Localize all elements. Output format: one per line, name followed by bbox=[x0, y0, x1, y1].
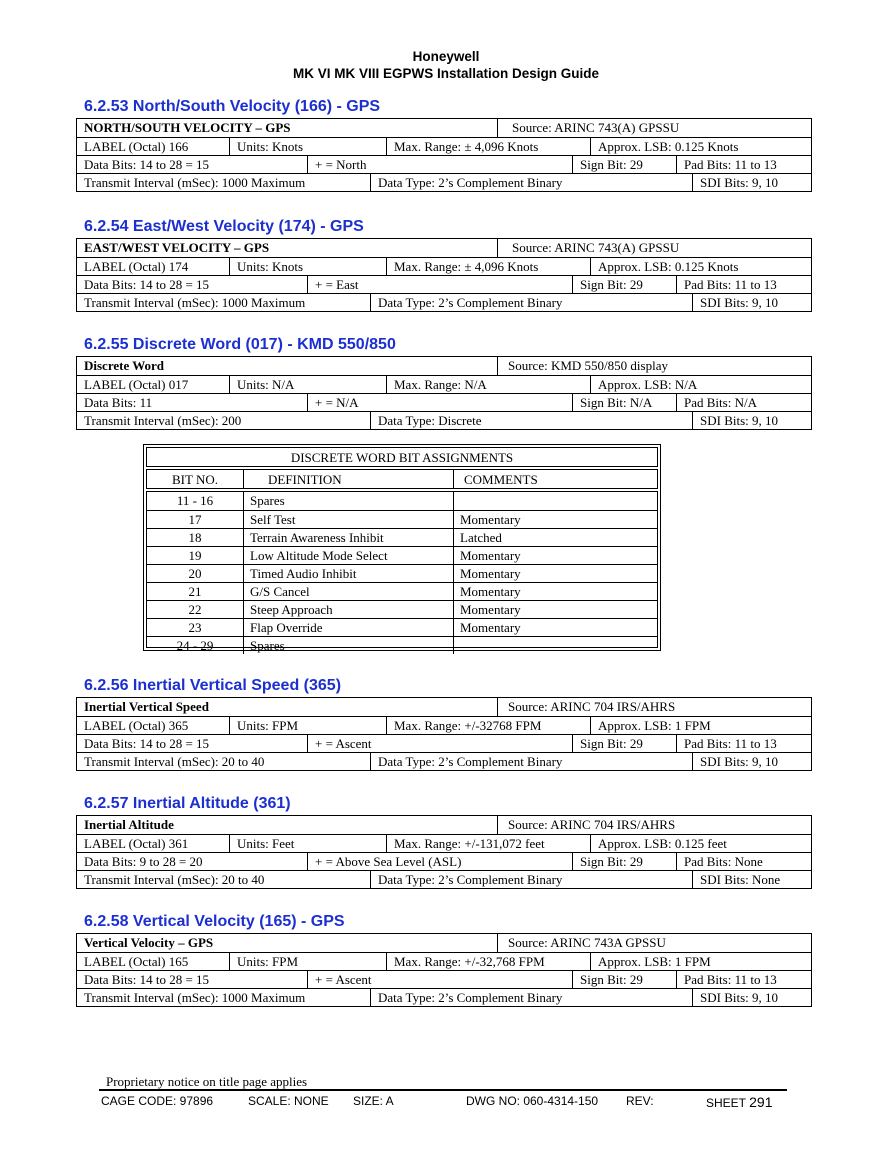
discrete-word-bit-assignments-table bbox=[143, 444, 661, 651]
section-title-discrete-word: 6.2.55 Discrete Word (017) - KMD 550/850 bbox=[84, 336, 396, 353]
bit-comment: Latched bbox=[453, 529, 657, 546]
record-transmit-interval: Transmit Interval (mSec): 1000 Maximum bbox=[84, 175, 306, 190]
header-document-title: MK VI MK VIII EGPWS Installation Design Guide bbox=[292, 66, 600, 81]
record-row-bits bbox=[77, 970, 811, 988]
section-title-vertical-velocity: 6.2.58 Vertical Velocity (165) - GPS bbox=[84, 913, 345, 930]
bit-number: 19 bbox=[188, 548, 202, 563]
record-label: LABEL (Octal) 166 bbox=[84, 139, 189, 154]
record-label: LABEL (Octal) 165 bbox=[84, 954, 189, 969]
record-row-label bbox=[77, 257, 811, 275]
record-table-ew-velocity bbox=[76, 238, 812, 312]
record-row-transmit bbox=[77, 870, 811, 888]
record-units: Units: FPM bbox=[229, 953, 386, 970]
record-data-bits: Data Bits: 9 to 28 = 20 bbox=[84, 854, 203, 869]
comments-header: COMMENTS bbox=[453, 470, 657, 488]
scale: SCALE: NONE bbox=[248, 1094, 329, 1108]
record-transmit-interval: Transmit Interval (mSec): 1000 Maximum bbox=[84, 990, 306, 1005]
record-sdi-bits: SDI Bits: 9, 10 bbox=[692, 174, 811, 191]
record-units: Units: N/A bbox=[229, 376, 386, 393]
record-pad-bits: Pad Bits: N/A bbox=[676, 394, 811, 411]
record-sdi-bits: SDI Bits: 9, 10 bbox=[692, 989, 811, 1006]
record-row-transmit bbox=[77, 173, 811, 191]
bit-number: 21 bbox=[188, 584, 202, 599]
section-title-inertial-altitude: 6.2.57 Inertial Altitude (361) bbox=[84, 795, 291, 812]
record-max-range: Max. Range: +/-131,072 feet bbox=[386, 835, 590, 852]
record-source: Source: ARINC 743A GPSSU bbox=[497, 934, 811, 952]
bit-number: 17 bbox=[188, 512, 202, 527]
record-data-bits: Data Bits: 11 bbox=[84, 395, 153, 410]
record-row-label bbox=[77, 137, 811, 155]
record-plus-direction: + = Above Sea Level (ASL) bbox=[307, 853, 572, 870]
record-transmit-interval: Transmit Interval (mSec): 20 to 40 bbox=[84, 754, 265, 769]
record-max-range: Max. Range: ± 4,096 Knots bbox=[386, 138, 590, 155]
cage-code: CAGE CODE: 97896 bbox=[101, 1094, 214, 1108]
record-plus-direction: + = N/A bbox=[307, 394, 572, 411]
record-source: Source: ARINC 704 IRS/AHRS bbox=[497, 816, 811, 834]
bit-table-title: DISCRETE WORD BIT ASSIGNMENTS bbox=[146, 447, 658, 467]
record-lsb: Approx. LSB: 1 FPM bbox=[590, 717, 811, 734]
record-name: Vertical Velocity – GPS bbox=[84, 935, 214, 950]
record-table-inertial-altitude bbox=[76, 815, 812, 889]
record-lsb: Approx. LSB: 1 FPM bbox=[590, 953, 811, 970]
record-plus-direction: + = Ascent bbox=[307, 735, 572, 752]
record-table-discrete-word bbox=[76, 356, 812, 430]
record-max-range: Max. Range: +/-32768 FPM bbox=[386, 717, 590, 734]
definition-header: DEFINITION bbox=[243, 470, 453, 488]
bit-definition: G/S Cancel bbox=[243, 583, 453, 600]
record-sign-bit: Sign Bit: 29 bbox=[572, 735, 676, 752]
record-data-bits: Data Bits: 14 to 28 = 15 bbox=[84, 972, 210, 987]
size: SIZE: A bbox=[353, 1094, 394, 1108]
bit-number: 18 bbox=[188, 530, 202, 545]
bit-table-body bbox=[146, 491, 658, 653]
record-sign-bit: Sign Bit: N/A bbox=[572, 394, 676, 411]
record-sdi-bits: SDI Bits: 9, 10 bbox=[692, 294, 811, 311]
sheet bbox=[706, 1094, 773, 1110]
record-row-name bbox=[77, 357, 811, 375]
record-transmit-interval: Transmit Interval (mSec): 1000 Maximum bbox=[84, 295, 306, 310]
bit-comment: Momentary bbox=[453, 565, 657, 582]
record-row-name bbox=[77, 698, 811, 716]
record-row-bits bbox=[77, 155, 811, 173]
footer-divider bbox=[99, 1089, 787, 1091]
header-company: Honeywell bbox=[412, 49, 480, 64]
record-transmit-interval: Transmit Interval (mSec): 200 bbox=[84, 413, 242, 428]
record-pad-bits: Pad Bits: None bbox=[676, 853, 811, 870]
record-table-inertial-vertical-speed bbox=[76, 697, 812, 771]
record-label: LABEL (Octal) 365 bbox=[84, 718, 189, 733]
record-data-type: Data Type: Discrete bbox=[370, 412, 692, 429]
bit-comment: Momentary bbox=[453, 619, 657, 636]
section-title-inertial-vertical-speed: 6.2.56 Inertial Vertical Speed (365) bbox=[84, 677, 342, 694]
bit-comment: Momentary bbox=[453, 601, 657, 618]
section-title-ns-velocity: 6.2.53 North/South Velocity (166) - GPS bbox=[84, 98, 381, 115]
record-source: Source: ARINC 743(A) GPSSU bbox=[497, 239, 811, 257]
record-pad-bits: Pad Bits: 11 to 13 bbox=[676, 735, 811, 752]
sheet-label: SHEET bbox=[706, 1096, 746, 1110]
record-units: Units: Feet bbox=[229, 835, 386, 852]
record-plus-direction: + = East bbox=[307, 276, 572, 293]
record-table-ns-velocity bbox=[76, 118, 812, 192]
bit-table-row bbox=[147, 618, 657, 636]
bit-definition: Low Altitude Mode Select bbox=[243, 547, 453, 564]
bit-table-row bbox=[147, 492, 657, 510]
record-sdi-bits: SDI Bits: None bbox=[692, 871, 811, 888]
record-sign-bit: Sign Bit: 29 bbox=[572, 276, 676, 293]
record-row-transmit bbox=[77, 988, 811, 1006]
record-sdi-bits: SDI Bits: 9, 10 bbox=[692, 753, 811, 770]
record-label: LABEL (Octal) 174 bbox=[84, 259, 189, 274]
drawing-number: DWG NO: 060-4314-150 bbox=[466, 1094, 599, 1108]
record-data-type: Data Type: 2’s Complement Binary bbox=[370, 989, 692, 1006]
record-name: EAST/WEST VELOCITY – GPS bbox=[84, 240, 270, 255]
record-name: Discrete Word bbox=[84, 358, 165, 373]
record-source: Source: KMD 550/850 display bbox=[497, 357, 811, 375]
record-row-bits bbox=[77, 734, 811, 752]
bit-table-row bbox=[147, 510, 657, 528]
record-data-bits: Data Bits: 14 to 28 = 15 bbox=[84, 157, 210, 172]
bit-comment: Momentary bbox=[453, 511, 657, 528]
bit-number: 11 - 16 bbox=[176, 493, 214, 508]
record-lsb: Approx. LSB: 0.125 Knots bbox=[590, 258, 811, 275]
record-data-bits: Data Bits: 14 to 28 = 15 bbox=[84, 277, 210, 292]
record-table-vertical-velocity bbox=[76, 933, 812, 1007]
bit-number: 20 bbox=[188, 566, 202, 581]
record-source: Source: ARINC 704 IRS/AHRS bbox=[497, 698, 811, 716]
record-sign-bit: Sign Bit: 29 bbox=[572, 853, 676, 870]
record-row-bits bbox=[77, 275, 811, 293]
record-source: Source: ARINC 743(A) GPSSU bbox=[497, 119, 811, 137]
record-sign-bit: Sign Bit: 29 bbox=[572, 156, 676, 173]
record-sign-bit: Sign Bit: 29 bbox=[572, 971, 676, 988]
record-label: LABEL (Octal) 361 bbox=[84, 836, 189, 851]
record-row-name bbox=[77, 816, 811, 834]
record-name: Inertial Altitude bbox=[84, 817, 174, 832]
bit-number: 23 bbox=[188, 620, 202, 635]
record-lsb: Approx. LSB: 0.125 feet bbox=[590, 835, 811, 852]
record-row-transmit bbox=[77, 752, 811, 770]
record-units: Units: Knots bbox=[229, 258, 386, 275]
record-name: NORTH/SOUTH VELOCITY – GPS bbox=[84, 120, 291, 135]
bit-definition: Steep Approach bbox=[243, 601, 453, 618]
record-row-transmit bbox=[77, 293, 811, 311]
bit-table-row bbox=[147, 564, 657, 582]
bit-table-row bbox=[147, 636, 657, 654]
record-row-name bbox=[77, 119, 811, 137]
record-data-type: Data Type: 2’s Complement Binary bbox=[370, 174, 692, 191]
record-pad-bits: Pad Bits: 11 to 13 bbox=[676, 276, 811, 293]
record-lsb: Approx. LSB: 0.125 Knots bbox=[590, 138, 811, 155]
record-max-range: Max. Range: N/A bbox=[386, 376, 590, 393]
record-data-type: Data Type: 2’s Complement Binary bbox=[370, 871, 692, 888]
record-row-name bbox=[77, 934, 811, 952]
bit-comment: Momentary bbox=[453, 547, 657, 564]
record-plus-direction: + = North bbox=[307, 156, 572, 173]
record-max-range: Max. Range: +/-32,768 FPM bbox=[386, 953, 590, 970]
bit-definition: Spares bbox=[243, 492, 453, 510]
record-plus-direction: + = Ascent bbox=[307, 971, 572, 988]
bit-number: 22 bbox=[188, 602, 202, 617]
record-transmit-interval: Transmit Interval (mSec): 20 to 40 bbox=[84, 872, 265, 887]
bit-number: 24 - 29 bbox=[176, 638, 214, 653]
section-title-ew-velocity: 6.2.54 East/West Velocity (174) - GPS bbox=[84, 218, 364, 235]
proprietary-notice: Proprietary notice on title page applies bbox=[106, 1074, 308, 1089]
record-units: Units: Knots bbox=[229, 138, 386, 155]
bit-no-header: BIT NO. bbox=[172, 472, 218, 487]
bit-table-row bbox=[147, 528, 657, 546]
record-row-name bbox=[77, 239, 811, 257]
bit-table-header bbox=[146, 469, 658, 489]
record-row-label bbox=[77, 834, 811, 852]
bit-definition: Timed Audio Inhibit bbox=[243, 565, 453, 582]
bit-table-row bbox=[147, 600, 657, 618]
sheet-number: 291 bbox=[749, 1094, 773, 1110]
record-row-bits bbox=[77, 393, 811, 411]
record-lsb: Approx. LSB: N/A bbox=[590, 376, 811, 393]
bit-table-row bbox=[147, 582, 657, 600]
record-pad-bits: Pad Bits: 11 to 13 bbox=[676, 156, 811, 173]
bit-definition: Flap Override bbox=[243, 619, 453, 636]
record-units: Units: FPM bbox=[229, 717, 386, 734]
bit-definition: Spares bbox=[243, 637, 453, 654]
bit-comment bbox=[453, 492, 657, 510]
record-sdi-bits: SDI Bits: 9, 10 bbox=[692, 412, 811, 429]
record-row-label bbox=[77, 375, 811, 393]
record-max-range: Max. Range: ± 4,096 Knots bbox=[386, 258, 590, 275]
record-data-type: Data Type: 2’s Complement Binary bbox=[370, 294, 692, 311]
record-pad-bits: Pad Bits: 11 to 13 bbox=[676, 971, 811, 988]
record-row-label bbox=[77, 716, 811, 734]
bit-comment: Momentary bbox=[453, 583, 657, 600]
record-label: LABEL (Octal) 017 bbox=[84, 377, 189, 392]
record-name: Inertial Vertical Speed bbox=[84, 699, 209, 714]
record-data-type: Data Type: 2’s Complement Binary bbox=[370, 753, 692, 770]
record-data-bits: Data Bits: 14 to 28 = 15 bbox=[84, 736, 210, 751]
record-row-bits bbox=[77, 852, 811, 870]
record-row-label bbox=[77, 952, 811, 970]
revision: REV: bbox=[626, 1094, 654, 1108]
bit-table-row bbox=[147, 546, 657, 564]
bit-definition: Self Test bbox=[243, 511, 453, 528]
bit-definition: Terrain Awareness Inhibit bbox=[243, 529, 453, 546]
bit-comment bbox=[453, 637, 657, 654]
record-row-transmit bbox=[77, 411, 811, 429]
